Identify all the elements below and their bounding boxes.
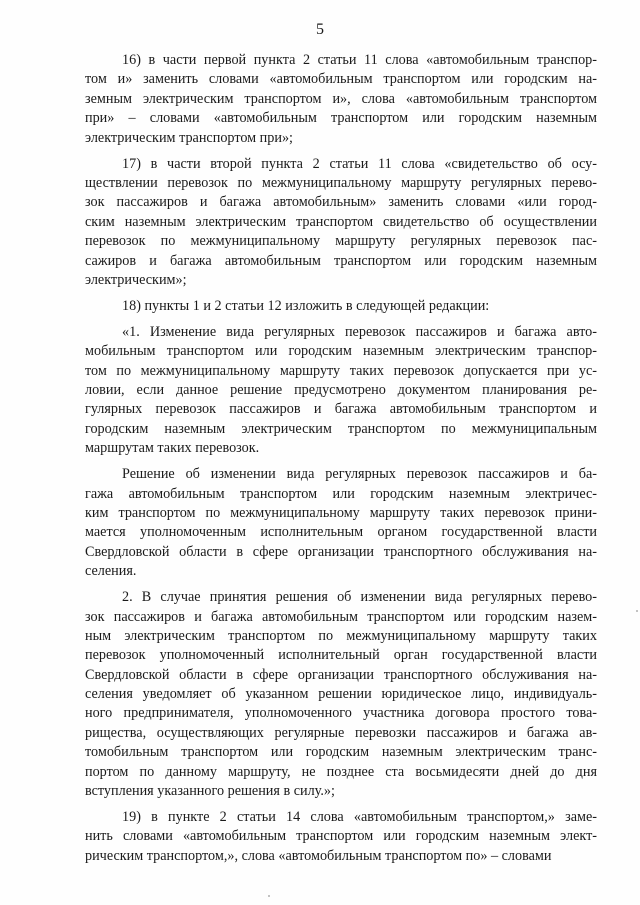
text-line: мается уполномоченным исполнительным органом государственной власти [85,524,597,541]
text-line: электрическим»; [85,271,187,288]
text-line: нить словами «автомобильным транспортом или городским наземным элект- [85,828,597,845]
scan-speck [268,895,270,897]
paragraph-p19 [85,808,597,866]
text-line: маршрутам таких перевозок. [85,440,260,457]
text-line: Решение об изменении вида регулярных перевозок пассажиров и ба- [122,466,597,483]
text-line: зок пассажиров и багажа автомобильным» заменить словами «или город- [85,194,597,211]
text-line: рическим транспортом,», слова «автомобильным транспортом по» – словами [85,847,552,864]
text-line: 18) пункты 1 и 2 статьи 12 изложить в следующей редакции: [122,297,490,314]
text-line: селения уведомляет об указанном решении юридическое лицо, индивидуаль- [85,686,597,703]
text-line: электрическим транспортом при»; [85,129,293,146]
text-line: сажиров и багажа автомобильным транспортом или городским наземным [85,252,597,269]
text-line: «1. Изменение вида регулярных перевозок пассажиров и багажа авто- [122,323,597,340]
text-line: портом по данному маршруту, не позднее ста восьмидесяти дней до дня [85,763,597,780]
text-line: перевозок по межмуниципальному маршруту регулярных перевозок пас- [85,233,597,250]
text-line: зок пассажиров и багажа автомобильным транспортом или городским назем- [85,608,597,625]
text-line: Свердловской области в сфере организации транспортного обслуживания на- [85,543,597,560]
text-line: перевозок уполномоченный исполнительный орган государственной власти [85,647,597,664]
text-line: земным электрическим транспортом и», слова «автомобильным транспортом [85,90,597,107]
paragraph-p18-2 [85,588,597,801]
text-line: при» – словами «автомобильным транспортом или городским наземным [85,110,597,127]
text-line: томобильным транспортом или городским наземным электрическим транс- [85,744,597,761]
paragraph-p17 [85,155,597,291]
paragraph-p18 [85,297,597,316]
paragraph-p18-1 [85,323,597,459]
text-line: том и» заменить словами «автомобильным транспортом или городским на- [85,71,597,88]
text-line: вступления указанного решения в силу.»; [85,783,335,800]
text-line: 2. В случае принятия решения об изменении вида регулярных перево- [122,589,597,606]
text-line: гажа автомобильным транспортом или городским наземным электричес- [85,485,597,502]
text-line: том по межмуниципальному маршруту таких перевозок допускается при ус- [85,362,597,379]
paragraph-p16 [85,51,597,148]
text-line: гулярных перевозок пассажиров и багажа автомобильным транспортом и [85,401,597,418]
text-line: 17) в части второй пункта 2 статьи 11 слова «свидетельство об осу- [122,155,597,172]
text-line: 19) в пункте 2 статьи 14 слова «автомобильным транспортом,» заме- [122,809,597,826]
text-line: ным электрическим транспортом по межмуниципальному маршруту таких [85,627,597,644]
document-body [85,51,597,873]
text-line: городским наземным электрическим транспортом по межмуниципальным [85,420,597,437]
paragraph-p18-1b [85,465,597,581]
text-line: селения. [85,563,137,580]
text-line: ществлении перевозок по межмуниципальному маршруту регулярных перево- [85,174,597,191]
text-line: рищества, осуществляющих регулярные перевозки пассажиров и багажа ав- [85,724,597,741]
page-number: 5 [316,21,324,38]
text-line: ким транспортом по межмуниципальному маршруту таких перевозок прини- [85,504,597,521]
text-line: 16) в части первой пункта 2 статьи 11 слова «автомобильным транспор- [122,52,597,68]
text-line: Свердловской области в сфере организации транспортного обслуживания на- [85,666,597,683]
scan-speck [636,610,638,612]
text-line: ским наземным электрическим транспортом свидетельство об осуществлении [85,213,597,230]
text-line: ного предпринимателя, уполномоченного участника договора простого това- [85,705,597,722]
text-line: ловии, если данное решение предусмотрено документом планирования ре- [85,382,597,399]
text-line: мобильным транспортом или городским наземным электрическим транспор- [85,343,597,360]
